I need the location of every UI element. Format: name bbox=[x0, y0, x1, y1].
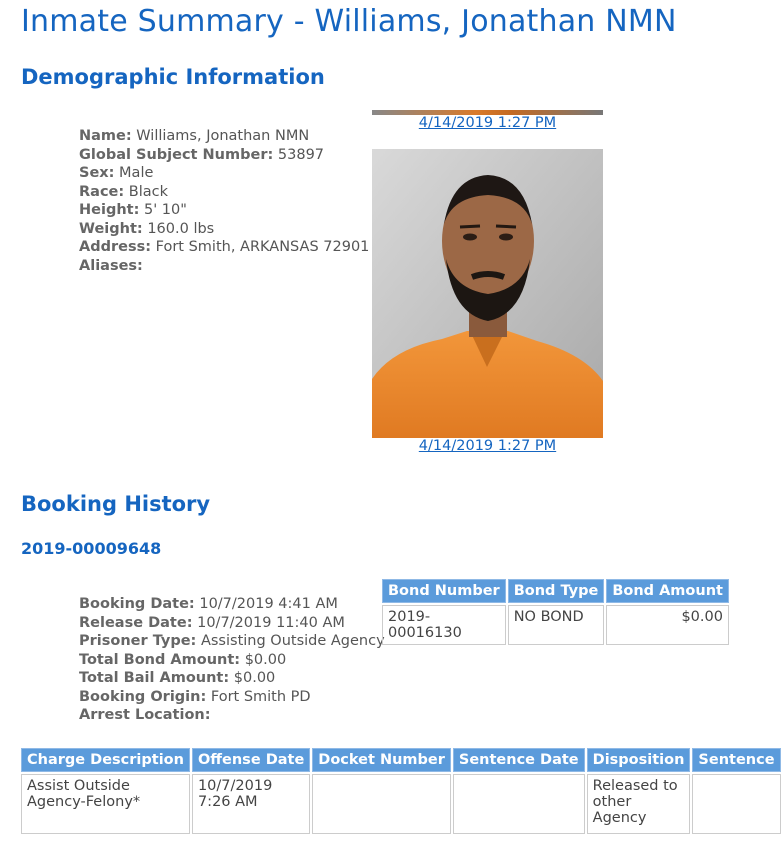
name-row: Name: Williams, Jonathan NMN bbox=[79, 128, 310, 144]
demographic-info bbox=[79, 127, 369, 275]
charges-header-row bbox=[21, 748, 781, 772]
docket-number-cell bbox=[312, 774, 451, 834]
bond-table bbox=[380, 577, 731, 647]
booking-history-heading: Booking History bbox=[21, 492, 211, 516]
bond-number-cell: 2019-00016130 bbox=[382, 605, 506, 645]
bond-header-row bbox=[382, 579, 729, 603]
total-bond-row: Total Bond Amount: $0.00 bbox=[79, 651, 287, 668]
bond-type-header: Bond Type bbox=[508, 579, 605, 603]
photo-date-link-bottom[interactable]: 4/14/2019 1:27 PM bbox=[418, 438, 557, 454]
photo-date-link-top[interactable]: 4/14/2019 1:27 PM bbox=[418, 115, 557, 131]
bond-amount-header: Bond Amount bbox=[606, 579, 729, 603]
sentence-header: Sentence bbox=[692, 748, 780, 772]
offense-date-cell: 10/7/2019 7:26 AM bbox=[192, 774, 310, 834]
arrest-location-row: Arrest Location: bbox=[79, 707, 211, 723]
race-row: Race: Black bbox=[79, 183, 169, 200]
bond-amount-cell: $0.00 bbox=[606, 605, 729, 645]
weight-row: Weight: 160.0 lbs bbox=[79, 220, 215, 237]
release-date-row: Release Date: 10/7/2019 11:40 AM bbox=[79, 614, 345, 631]
sentence-date-cell bbox=[453, 774, 585, 834]
charge-description-header: Charge Description bbox=[21, 748, 190, 772]
booking-info bbox=[79, 595, 385, 725]
disposition-cell: Released to other Agency bbox=[587, 774, 691, 834]
charge-description-cell: Assist Outside Agency-Felony* bbox=[21, 774, 190, 834]
booking-origin-row: Booking Origin: Fort Smith PD bbox=[79, 688, 311, 705]
bond-type-cell: NO BOND bbox=[508, 605, 605, 645]
offense-date-header: Offense Date bbox=[192, 748, 310, 772]
booking-date-row: Booking Date: 10/7/2019 4:41 AM bbox=[79, 596, 338, 612]
table-row bbox=[382, 605, 729, 645]
docket-number-header: Docket Number bbox=[312, 748, 451, 772]
disposition-header: Disposition bbox=[587, 748, 691, 772]
page-title: Inmate Summary - Williams, Jonathan NMN bbox=[21, 4, 677, 39]
mugshot-photo bbox=[372, 149, 603, 438]
demographic-heading: Demographic Information bbox=[21, 65, 325, 89]
sex-row: Sex: Male bbox=[79, 165, 154, 181]
gsn-row: Global Subject Number: 53897 bbox=[79, 146, 325, 163]
bond-number-header: Bond Number bbox=[382, 579, 506, 603]
booking-number: 2019-00009648 bbox=[21, 539, 162, 558]
sentence-cell bbox=[692, 774, 780, 834]
address-row: Address: Fort Smith, ARKANSAS 72901 bbox=[79, 239, 370, 255]
table-row bbox=[21, 774, 781, 834]
aliases-row: Aliases: bbox=[79, 257, 143, 274]
prisoner-type-row: Prisoner Type: Assisting Outside Agency bbox=[79, 633, 385, 649]
charges-table bbox=[19, 746, 783, 836]
height-row: Height: 5' 10" bbox=[79, 202, 187, 218]
total-bail-row: Total Bail Amount: $0.00 bbox=[79, 670, 276, 686]
sentence-date-header: Sentence Date bbox=[453, 748, 585, 772]
